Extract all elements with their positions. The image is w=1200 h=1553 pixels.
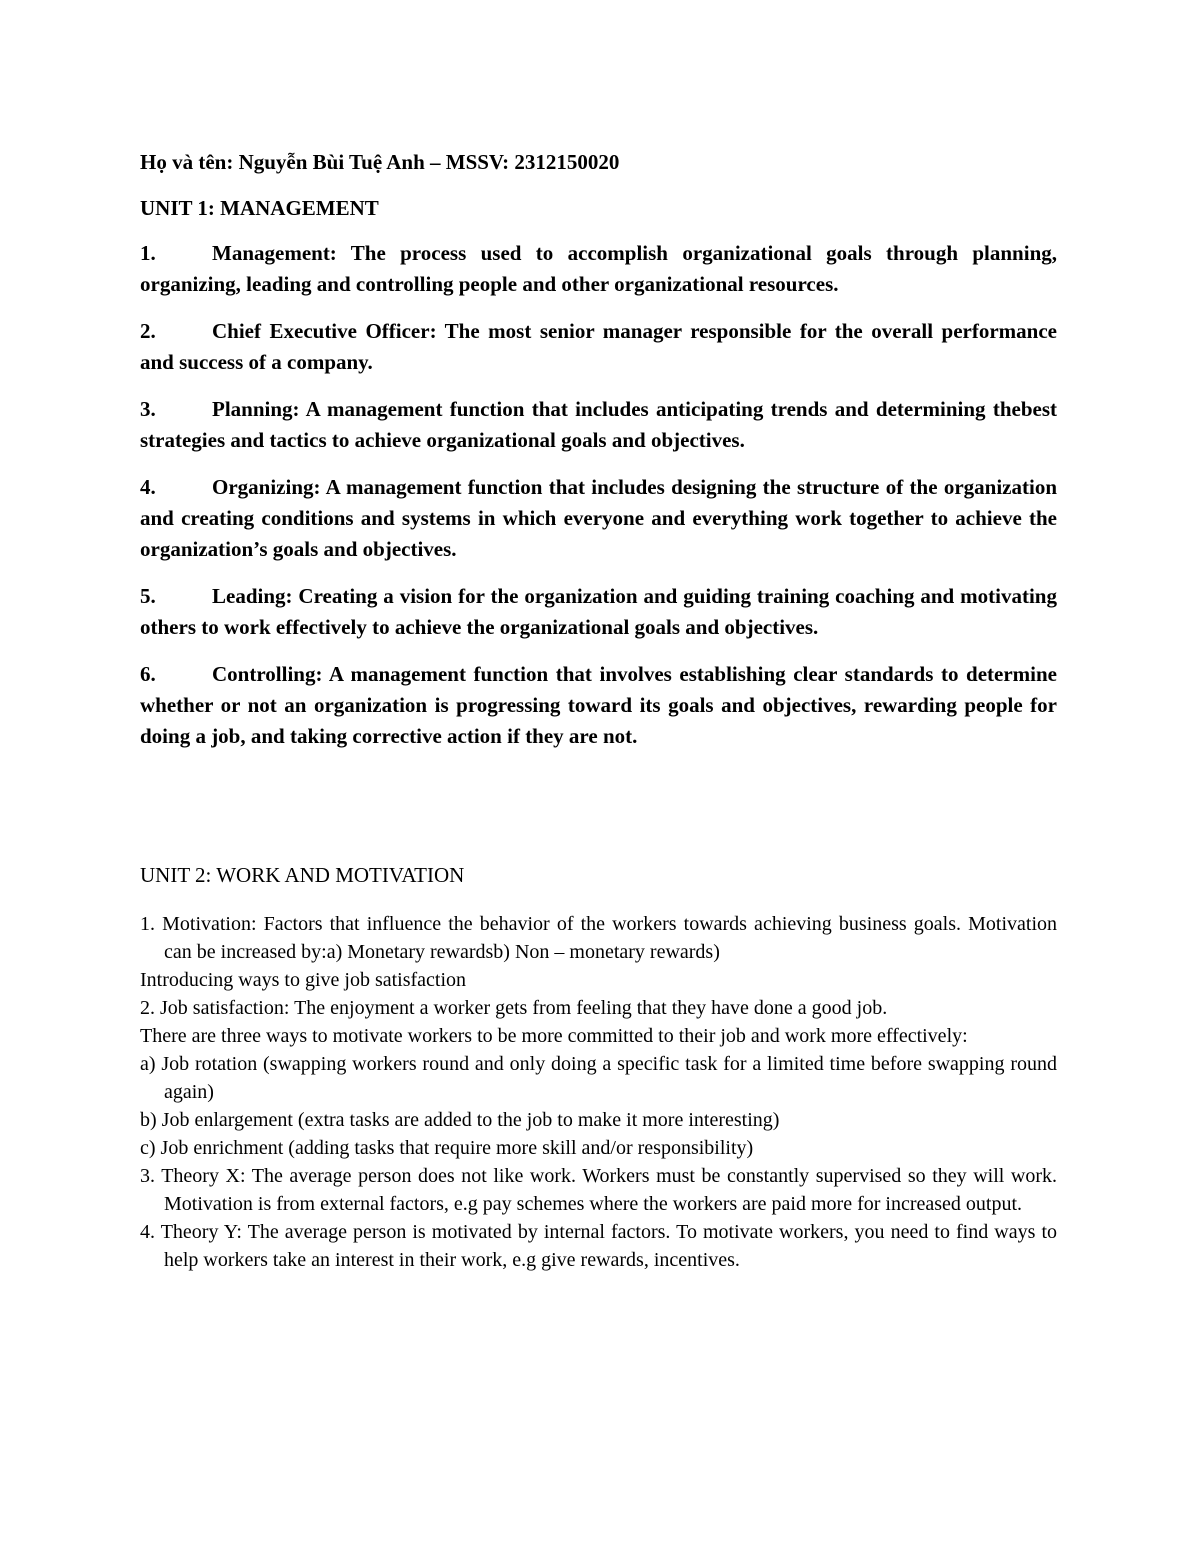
unit2-paragraph: Introducing ways to give job satisfaction xyxy=(140,969,467,991)
definition-item xyxy=(140,394,1057,456)
definition-number: 4. xyxy=(140,475,156,499)
definition-number: 6. xyxy=(140,662,156,686)
definition-item xyxy=(140,472,1057,565)
unit2-title: UNIT 2: WORK AND MOTIVATION xyxy=(140,863,465,887)
definition-item xyxy=(140,581,1057,643)
unit1-definitions-list xyxy=(140,238,1057,752)
unit2-paragraph-motivation: 1. Motivation: Factors that influence the behavior of the workers towards achieving business goals. Motivation can be increased by:a) Monetary rewardsb) Non – monetary rewards) xyxy=(140,913,1057,963)
definition-item xyxy=(140,659,1057,752)
definition-item xyxy=(140,238,1057,300)
definition-text: Planning: A management function that includes anticipating trends and determining thebest strategies and tactics to achieve organizational goals and objectives. xyxy=(140,397,1057,452)
unit2-body xyxy=(140,910,1057,1274)
unit2-list-item-job-enrichment: c) Job enrichment (adding tasks that require more skill and/or responsibility) xyxy=(140,1137,754,1159)
student-info-line: Họ và tên: Nguyễn Bùi Tuệ Anh – MSSV: 2312150020 xyxy=(140,150,620,174)
definition-item xyxy=(140,316,1057,378)
definition-text: Organizing: A management function that includes designing the structure of the organization and creating conditions and systems in which everyone and everything work together to achieve the organization’s goals and objectives. xyxy=(140,475,1057,561)
definition-number: 3. xyxy=(140,397,156,421)
definition-number: 5. xyxy=(140,584,156,608)
unit2-paragraph: There are three ways to motivate workers to be more committed to their job and work more effectively: xyxy=(140,1025,968,1047)
definition-text: Controlling: A management function that involves establishing clear standards to determine whether or not an organization is progressing toward its goals and objectives, rewarding people for doing a job, and taking corrective action if they are not. xyxy=(140,662,1057,748)
unit2-list-item-job-enlargement: b) Job enlargement (extra tasks are added to the job to make it more interesting) xyxy=(140,1109,780,1131)
unit1-title: UNIT 1: MANAGEMENT xyxy=(140,196,379,220)
unit2-list-item-job-rotation: a) Job rotation (swapping workers round and only doing a specific task for a limited time before swapping round again) xyxy=(140,1053,1057,1103)
unit2-paragraph-theory-x: 3. Theory X: The average person does not like work. Workers must be constantly supervised so they will work. Motivation is from external factors, e.g pay schemes where the workers are paid more for increased output. xyxy=(140,1165,1057,1215)
unit2-paragraph-job-satisfaction: 2. Job satisfaction: The enjoyment a worker gets from feeling that they have done a good job. xyxy=(140,997,888,1019)
unit2-paragraph-theory-y: 4. Theory Y: The average person is motivated by internal factors. To motivate workers, you need to find ways to help workers take an interest in their work, e.g give rewards, incentives. xyxy=(140,1221,1057,1271)
definition-text: Leading: Creating a vision for the organization and guiding training coaching and motivating others to work effectively to achieve the organizational goals and objectives. xyxy=(140,584,1057,639)
definition-number: 2. xyxy=(140,319,156,343)
definition-text: Management: The process used to accomplish organizational goals through planning, organizing, leading and controlling people and other organizational resources. xyxy=(140,241,1057,296)
definition-text: Chief Executive Officer: The most senior manager responsible for the overall performance and success of a company. xyxy=(140,319,1057,374)
document-page xyxy=(140,146,1057,1274)
definition-number: 1. xyxy=(140,241,156,265)
